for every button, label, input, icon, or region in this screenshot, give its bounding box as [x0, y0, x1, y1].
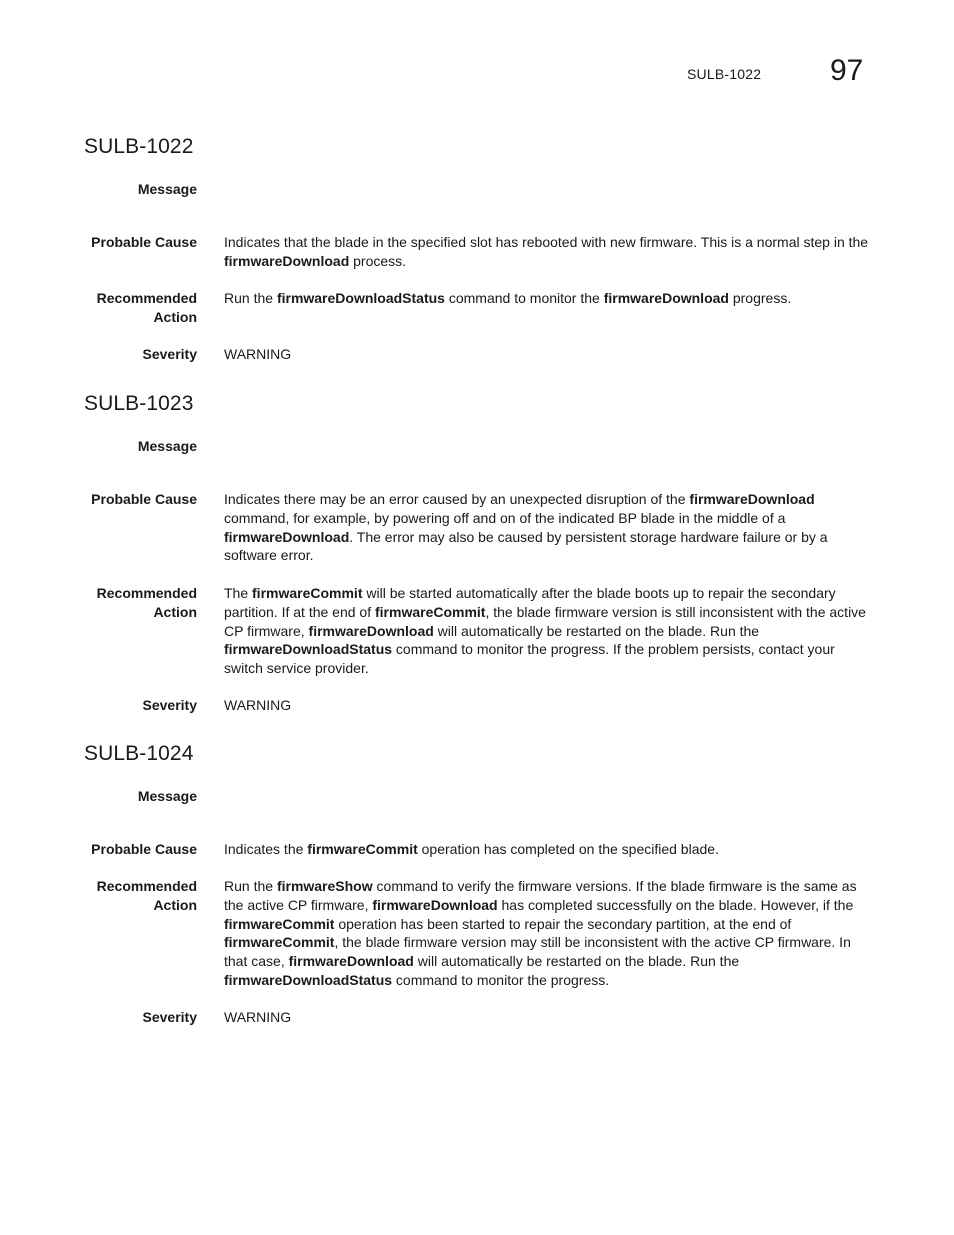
chapter-number: 97	[830, 54, 864, 87]
text-run: , the blade firmware version may still be inconsistent with the active CP firmware. In that case,	[224, 934, 851, 970]
running-header	[680, 54, 866, 92]
text-run: command to verify the firmware versions. If the blade firmware is the same as the active CP firmware,	[224, 878, 857, 913]
text-run: command to monitor the progress. If the problem persists, contact your switch service provider.	[224, 641, 835, 677]
label-action: Action	[153, 604, 197, 620]
recommended-action-label	[84, 877, 197, 915]
running-title: SULB-1022	[687, 66, 762, 82]
command-name: firmwareDownloadStatus	[276, 290, 445, 306]
command-name: firmwareDownloadStatus	[224, 971, 393, 988]
label-recommended: Recommended	[96, 290, 197, 306]
severity-label: Severity	[142, 346, 197, 362]
probable-cause-label: Probable Cause	[91, 234, 197, 250]
command-name: firmwareDownload	[308, 622, 434, 639]
recommended-action-text	[224, 877, 874, 990]
command-name: firmwareCommit	[224, 915, 335, 932]
text-run: Run the	[224, 290, 277, 306]
command-name: firmwareDownloadStatus	[224, 641, 393, 658]
text-run: operation has completed on the specified blade.	[417, 841, 719, 857]
text-run: will be started automatically after the blade boots up to repair the secondary partition. If at the end of	[224, 585, 836, 620]
recommended-action-text	[224, 289, 874, 308]
command-name: firmwareCommit	[375, 603, 486, 620]
recommended-action-label	[84, 584, 197, 622]
command-name: firmwareDownload	[224, 252, 350, 269]
command-name: firmwareCommit	[307, 841, 418, 857]
probable-cause-label: Probable Cause	[91, 491, 197, 507]
text-run: The	[224, 585, 253, 601]
probable-cause-label: Probable Cause	[91, 841, 197, 857]
command-name: firmwareDownload	[288, 953, 414, 970]
command-name: firmwareCommit	[224, 934, 335, 951]
text-run: will automatically be restarted on the blade. Run the	[433, 622, 760, 639]
command-name: firmwareDownload	[224, 528, 350, 545]
label-recommended: Recommended	[96, 585, 197, 601]
severity-value: WARNING	[224, 346, 292, 362]
message-label: Message	[137, 788, 197, 804]
text-run: will automatically be restarted on the blade. Run the	[413, 953, 740, 970]
text-run: , the blade firmware version is still inconsistent with the active CP firmware,	[224, 603, 866, 639]
text-run: progress.	[728, 290, 792, 306]
severity-label: Severity	[142, 1009, 197, 1025]
command-name: firmwareShow	[276, 878, 373, 894]
text-run: command to monitor the progress.	[392, 971, 610, 988]
text-run: has completed successfully on the blade. However, if the	[497, 896, 854, 913]
probable-cause-text	[224, 490, 874, 565]
text-run: Indicates the	[224, 841, 308, 857]
label-action: Action	[153, 897, 197, 913]
command-name: firmwareCommit	[252, 585, 363, 601]
recommended-action-text	[224, 584, 874, 678]
probable-cause-text	[224, 233, 874, 271]
text-run: command, for example, by powering off and on of the indicated BP blade in the middle of a	[224, 509, 786, 526]
entry-title: SULB-1024	[84, 742, 194, 765]
command-name: firmwareDownload	[689, 491, 815, 507]
probable-cause-text	[224, 840, 874, 859]
severity-value: WARNING	[224, 1009, 292, 1025]
text-run: command to monitor the	[444, 290, 604, 306]
message-entry-sulb-1023	[84, 391, 884, 713]
text-run: operation has been started to repair the secondary partition, at the end of	[334, 915, 792, 932]
message-label: Message	[137, 181, 197, 197]
text-run: Indicates that the blade in the specified slot has rebooted with new firmware. This is a normal step in the	[224, 234, 869, 250]
recommended-action-label	[84, 289, 197, 327]
text-run: process.	[349, 252, 407, 269]
message-entry-sulb-1024	[84, 741, 884, 1025]
label-recommended: Recommended	[96, 878, 197, 894]
entry-title: SULB-1023	[84, 392, 194, 415]
severity-value: WARNING	[224, 697, 292, 713]
severity-label: Severity	[142, 697, 197, 713]
command-name: firmwareDownload	[372, 896, 498, 913]
text-run: . The error may also be caused by persistent storage hardware failure or by a software error.	[224, 528, 828, 564]
message-label: Message	[137, 438, 197, 454]
entry-title: SULB-1022	[84, 135, 194, 158]
label-action: Action	[153, 309, 197, 325]
message-entry-sulb-1022	[84, 134, 884, 362]
text-run: Run the	[224, 878, 277, 894]
command-name: firmwareDownload	[603, 290, 729, 306]
text-run: Indicates there may be an error caused by an unexpected disruption of the	[224, 491, 690, 507]
